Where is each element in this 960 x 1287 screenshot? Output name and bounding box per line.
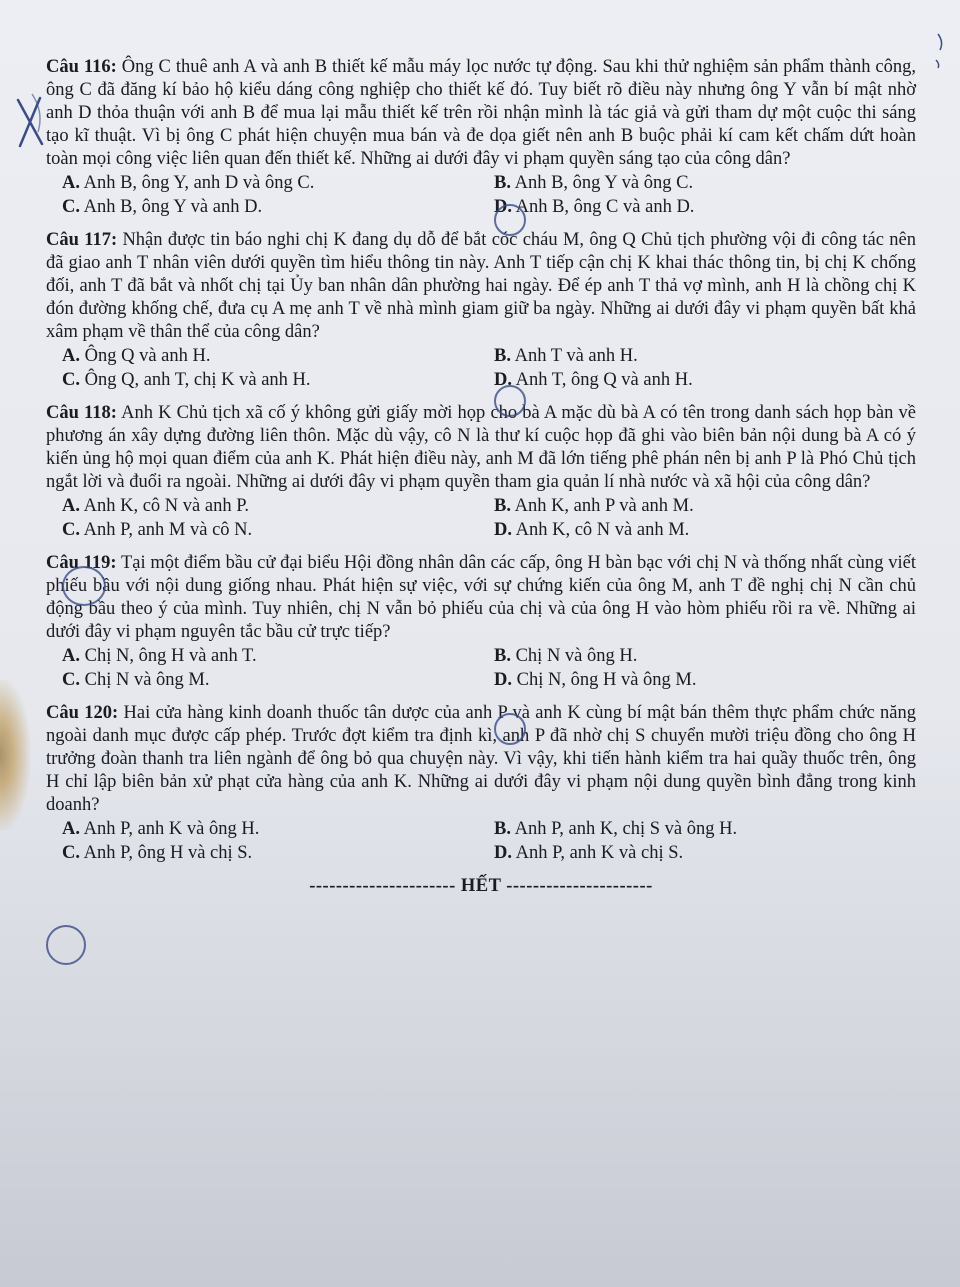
option-b[interactable]: B. Anh K, anh P và anh M. (494, 496, 694, 516)
question-116 (46, 56, 916, 219)
option-a[interactable]: A. Chị N, ông H và anh T. (62, 646, 257, 666)
question-number: Câu 116: (46, 57, 117, 77)
question-number: Câu 119: (46, 553, 117, 573)
exam-content (46, 56, 916, 898)
finger-shadow (0, 680, 30, 830)
option-b[interactable]: B. Anh T và anh H. (494, 346, 638, 366)
question-number: Câu 118: (46, 403, 117, 423)
question-text: Anh K Chủ tịch xã cố ý không gửi giấy mời họp cho bà A mặc dù bà A có tên trong danh sách họp bàn về phương án xây dựng đường liên thôn. Mặc dù vậy, cô N là thư kí cuộc họp đã ghi vào biên bản nội dung bà A có ý kiến ủng hộ mọi quan điểm của anh K. Phát hiện điều này, anh M đã lớn tiếng phê phán nên bị anh P là Phó Chủ tịch ngắt lời và đuổi ra ngoài. Những ai dưới đây vi phạm quyền tham gia quản lí nhà nước và xã hội của công dân? (46, 403, 917, 492)
option-c[interactable]: C. Anh P, ông H và chị S. (62, 843, 253, 863)
question-119 (46, 552, 916, 692)
handwritten-corner-mark (930, 30, 950, 70)
option-c[interactable]: C. Anh B, ông Y và anh D. (62, 197, 263, 217)
option-a[interactable]: A. Anh B, ông Y, anh D và ông C. (62, 173, 315, 193)
option-c[interactable]: C. Ông Q, anh T, chị K và anh H. (62, 370, 311, 390)
option-b[interactable]: B. Anh B, ông Y và ông C. (494, 173, 694, 193)
option-d[interactable]: D. Anh B, ông C và anh D. (494, 197, 695, 217)
options (46, 172, 916, 219)
option-a[interactable]: A. Anh P, anh K và ông H. (62, 819, 260, 839)
handwritten-x-mark (12, 92, 48, 152)
options (46, 345, 916, 392)
option-b[interactable]: B. Chị N và ông H. (494, 646, 638, 666)
question-number: Câu 120: (46, 703, 119, 723)
option-d[interactable]: D. Chị N, ông H và ông M. (494, 670, 697, 690)
question-number: Câu 117: (46, 230, 118, 250)
question-text: Ông C thuê anh A và anh B thiết kế mẫu máy lọc nước tự động. Sau khi thử nghiệm sản phẩm thành công, ông C đã đăng kí bảo hộ kiểu dáng công nghiệp cho thiết kế đó. Tuy biết rõ điều này nhưng ông Y vẫn bí mật nhờ anh D thỏa thuận với anh B để mua lại mẫu thiết kế trên rồi nhận mình là tác giả và gửi tham dự một cuộc thi sáng tạo kĩ thuật. Vì bị ông C phát hiện chuyện mua bán và đe dọa giết nên anh B buộc phải kí cam kết chấm dứt hoàn toàn mọi công việc liên quan đến thiết kế. Những ai dưới đây vi phạm quyền sáng tạo của công dân? (46, 57, 917, 169)
question-text: Hai cửa hàng kinh doanh thuốc tân dược của anh P và anh K cùng bí mật bán thêm thực phẩm chức năng ngoài danh mục được cấp phép. Trước đợt kiểm tra định kì, anh P đã nhờ chị S chuyển mười triệu đồng cho ông H trưởng đoàn thanh tra liên ngành để ông bỏ qua chuyện này. Vì vậy, khi tiến hành kiểm tra hai quầy thuốc trên, ông H chỉ lập biên bản xử phạt cửa hàng của anh K. Những ai dưới đây vi phạm nội dung quyền bình đẳng trong kinh doanh? (46, 703, 917, 815)
option-b[interactable]: B. Anh P, anh K, chị S và ông H. (494, 819, 738, 839)
option-c[interactable]: C. Chị N và ông M. (62, 670, 210, 690)
question-118 (46, 402, 916, 542)
question-text: Tại một điểm bầu cử đại biểu Hội đồng nhân dân các cấp, ông H bàn bạc với chị N và thống nhất cùng viết phiếu bầu với nội dung giống nhau. Phát hiện sự việc, với sự chứng kiến của ông M, anh T đề nghị chị N cần chủ động bầu theo ý của mình. Tuy nhiên, chị N vẫn bỏ phiếu của chị và của ông H vào hòm phiếu rồi ra về. Những ai dưới đây vi phạm nguyên tắc bầu cử trực tiếp? (46, 553, 916, 642)
option-d[interactable]: D. Anh P, anh K và chị S. (494, 843, 684, 863)
option-d[interactable]: D. Anh T, ông Q và anh H. (494, 370, 693, 390)
question-text: Nhận được tin báo nghi chị K đang dụ dỗ để bắt cóc cháu M, ông Q Chủ tịch phường vội đi công tác nên đã giao anh T nhân viên dưới quyền tìm hiểu thông tin này. Anh T tiếp cận chị K khai thác thông tin, bị chị K chống đối, anh T đã bắt và nhốt chị tại Ủy ban nhân dân phường hai ngày. Để ép anh T thả vợ mình, anh H là chồng chị K đón đường khống chế, đưa cụ A mẹ anh T về nhà mình giam giữ ba ngày. Những ai dưới đây vi phạm quyền bất khả xâm phạm về thân thể của công dân? (46, 230, 916, 342)
end-marker: ---------------------- HẾT ---------------------- (309, 876, 653, 896)
option-a[interactable]: A. Ông Q và anh H. (62, 346, 211, 366)
options (46, 645, 916, 692)
options (46, 818, 916, 865)
options (46, 495, 916, 542)
option-d[interactable]: D. Anh K, cô N và anh M. (494, 520, 690, 540)
question-117 (46, 229, 916, 392)
option-c[interactable]: C. Anh P, anh M và cô N. (62, 520, 253, 540)
option-a[interactable]: A. Anh K, cô N và anh P. (62, 496, 250, 516)
question-120 (46, 702, 916, 865)
